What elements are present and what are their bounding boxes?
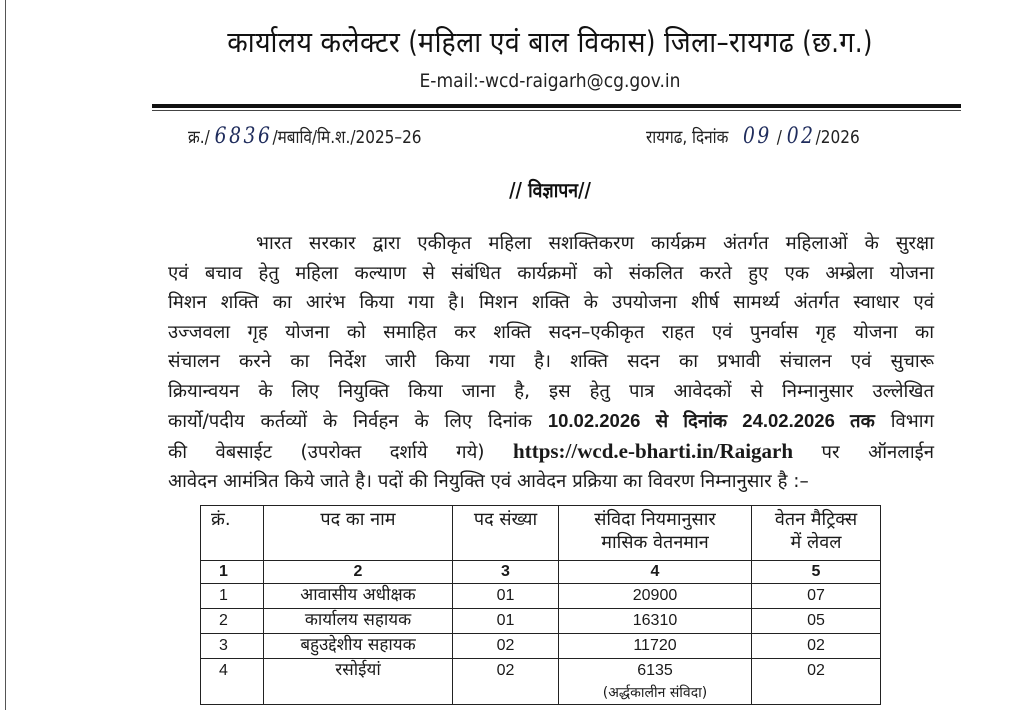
ref-number-handwritten: 6836 — [214, 124, 273, 149]
start-date: 10.02.2026 — [547, 410, 641, 431]
cell-post: आवासीय अधीक्षक — [264, 584, 453, 609]
letterhead-divider-thin — [152, 110, 961, 111]
cell-post: कार्यालय सहायक — [264, 609, 453, 634]
col-header-salary — [559, 506, 752, 561]
table-row — [201, 659, 881, 705]
body-line: मिशन शक्ति का आरंभ किया गया है। मिशन शक्ति के उपयोजना शीर्ष सामर्थ्य अंतर्गत स्वाधार एवं — [168, 292, 934, 313]
cell-salary: 20900 — [559, 584, 752, 609]
col-number: 1 — [201, 561, 264, 584]
table-row — [201, 609, 881, 634]
cell-count: 02 — [453, 634, 559, 659]
body-line: भारत सरकार द्वारा एकीकृत महिला सशक्तिकरण कार्यक्रम अंतर्गत महिलाओं के सुरक्षा — [256, 233, 934, 254]
place-label: रायगढ, दिनांक — [646, 127, 729, 148]
body-line: उज्जवला गृह योजना को समाहित कर शक्ति सदन–एकीकृत राहत एवं पुनर्वास गृह योजना का — [168, 321, 934, 343]
cell-sno: 4 — [201, 659, 264, 705]
col-header-post-count: पद संख्या — [453, 506, 559, 561]
advertisement-heading: // विज्ञापन// — [509, 178, 591, 202]
office-email: E-mail:-wcd-raigarh@cg.gov.in — [419, 70, 681, 92]
body-line-dates — [168, 406, 934, 437]
cell-count: 01 — [453, 584, 559, 609]
cell-level: 02 — [752, 659, 881, 705]
date-year: 2026 — [820, 127, 860, 148]
table-row — [201, 634, 881, 659]
cell-salary: 11720 — [559, 634, 752, 659]
date-month: 02 — [786, 124, 816, 149]
cell-level: 05 — [752, 609, 881, 634]
cell-post: रसोईयां — [264, 659, 453, 705]
advertisement-body — [168, 229, 934, 497]
text: पर ऑनलाईन — [793, 441, 934, 463]
website-link[interactable]: https://wcd.e-bharti.in/Raigarh — [513, 438, 794, 463]
text-bold: से — [640, 410, 684, 431]
letterhead-divider — [152, 104, 961, 108]
cell-sno: 2 — [201, 609, 264, 634]
table-header-row — [201, 506, 881, 561]
cell-count: 01 — [453, 609, 559, 634]
date-sep-2: / — [815, 127, 821, 148]
header-text: वेतन मैट्रिक्स — [774, 509, 858, 530]
col-header-level — [752, 506, 881, 561]
body-line-website — [168, 437, 934, 468]
text-bold: दिनांक — [683, 410, 743, 431]
salary-value: 6135 — [637, 662, 673, 679]
cell-level: 07 — [752, 584, 881, 609]
cell-salary: 16310 — [559, 609, 752, 634]
body-line: आवेदन आमंत्रित किये जाते है। पदों की नियुक्ति एवं आवेदन प्रक्रिया का विवरण निम्नानुसार है :– — [168, 471, 809, 492]
ref-suffix: /मबावि/मि.श./2025–26 — [272, 127, 422, 148]
date-sep-1: / — [771, 127, 787, 148]
text: कार्यो/पदीय कर्तव्यों के निर्वहन के लिए दिनांक — [168, 411, 548, 432]
end-date: 24.02.2026 — [742, 410, 835, 431]
cell-sno: 3 — [201, 634, 264, 659]
col-number: 4 — [559, 561, 752, 584]
cell-post: बहुउद्देशीय सहायक — [264, 634, 453, 659]
ref-prefix: क्र./ — [188, 127, 210, 148]
header-text: संविदा नियमानुसार — [594, 509, 716, 530]
place-and-date — [646, 124, 860, 149]
header-text: में लेवल — [790, 532, 842, 553]
text: की वेबसाईट (उपरोक्त दर्शाये गये) — [168, 441, 514, 463]
column-number-row — [201, 561, 881, 584]
col-header-sno: क्रं. — [201, 506, 264, 561]
col-number: 3 — [453, 561, 559, 584]
text: विभाग — [874, 411, 934, 432]
text-bold: तक — [834, 410, 875, 431]
posts-table — [200, 505, 881, 705]
header-text: मासिक वेतनमान — [601, 532, 709, 553]
office-title: कार्यालय कलेक्टर (महिला एवं बाल विकास) जिला–रायगढ (छ.ग.) — [227, 25, 873, 59]
cell-level: 02 — [752, 634, 881, 659]
cell-count: 02 — [453, 659, 559, 705]
col-header-post-name: पद का नाम — [264, 506, 453, 561]
body-line: एवं बचाव हेतु महिला कल्याण से संबंधित कार्यक्रमों को संकलित करते हुए एक अम्ब्रेला योजना — [168, 262, 934, 284]
cell-salary — [559, 659, 752, 705]
reference-number — [188, 124, 422, 149]
date-day: 09 — [742, 124, 772, 149]
salary-note: (अर्द्धकालीन संविदा) — [602, 685, 708, 701]
cell-sno: 1 — [201, 584, 264, 609]
col-number: 5 — [752, 561, 881, 584]
body-line: क्रियान्वयन के लिए नियुक्ति किया जाना है, इस हेतु पात्र आवेदकों से निम्नानुसार उल्लेखित — [168, 380, 934, 402]
body-line: संचालन करने का निर्देश जारी किया गया है। शक्ति सदन का प्रभावी संचालन एवं सुचारू — [168, 351, 934, 372]
table-row — [201, 584, 881, 609]
col-number: 2 — [264, 561, 453, 584]
